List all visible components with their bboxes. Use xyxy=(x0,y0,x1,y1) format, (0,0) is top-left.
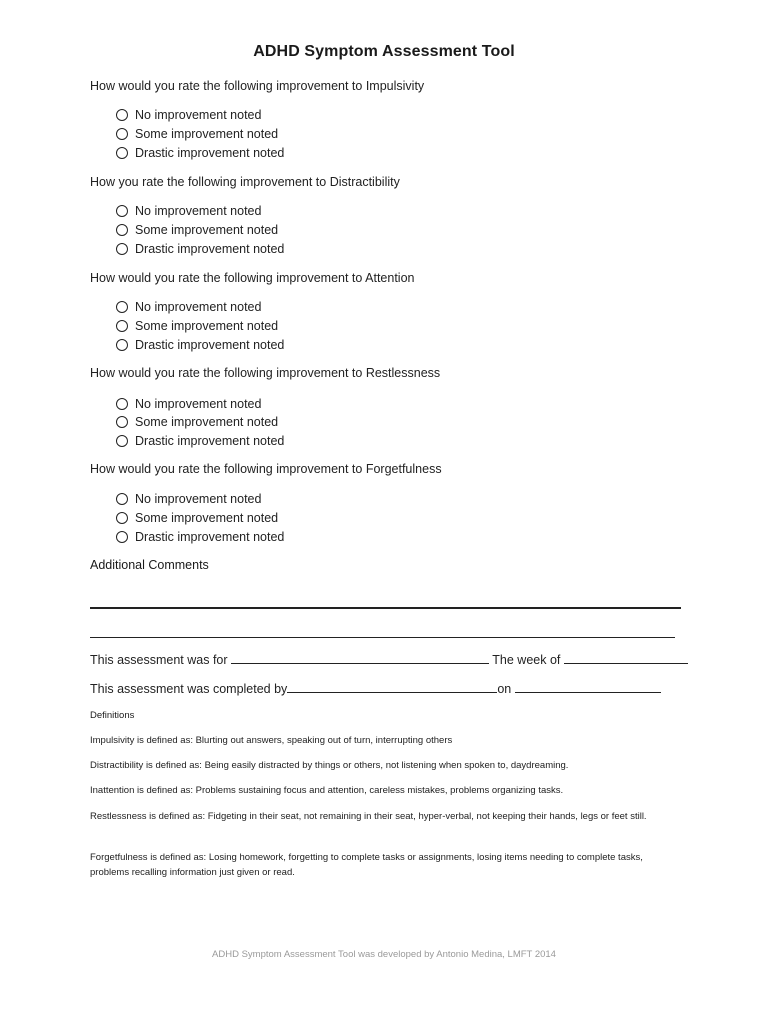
definition-impulsivity: Impulsivity is defined as: Blurting out answers, speaking out of turn, interrupting others xyxy=(90,735,453,746)
completed-by-field[interactable] xyxy=(287,680,497,693)
option-label: Drastic improvement noted xyxy=(135,242,285,256)
option-restlessness-drastic[interactable] xyxy=(116,433,284,449)
radio-button-icon[interactable] xyxy=(116,205,128,217)
radio-button-icon[interactable] xyxy=(116,398,128,410)
radio-button-icon[interactable] xyxy=(116,339,128,351)
on-label: on xyxy=(497,682,512,696)
question-forgetfulness: How would you rate the following improvement to Forgetfulness xyxy=(90,462,442,476)
option-label: Drastic improvement noted xyxy=(135,434,285,448)
radio-button-icon[interactable] xyxy=(116,320,128,332)
radio-button-icon[interactable] xyxy=(116,416,128,428)
radio-button-icon[interactable] xyxy=(116,128,128,140)
completed-on-field[interactable] xyxy=(515,680,661,693)
definition-inattention: Inattention is defined as: Problems sustaining focus and attention, careless mistakes, problems organizing tasks. xyxy=(90,785,564,796)
option-forgetfulness-none[interactable] xyxy=(116,491,261,507)
option-restlessness-none[interactable] xyxy=(116,396,261,412)
option-distractibility-none[interactable] xyxy=(116,203,261,219)
assessment-for-label: This assessment was for xyxy=(90,653,228,667)
question-distractibility: How you rate the following improvement to Distractibility xyxy=(90,175,400,189)
option-label: Drastic improvement noted xyxy=(135,530,285,544)
week-of-label: The week of xyxy=(492,653,561,667)
definitions-title: Definitions xyxy=(90,710,135,721)
radio-button-icon[interactable] xyxy=(116,531,128,543)
radio-button-icon[interactable] xyxy=(116,512,128,524)
radio-button-icon[interactable] xyxy=(116,435,128,447)
assessment-for-field[interactable] xyxy=(231,651,489,664)
option-distractibility-some[interactable] xyxy=(116,222,278,238)
definition-forgetfulness: Forgetfulness is defined as: Losing homework, forgetting to complete tasks or assignments, losing items needing to complete tasks, problems recalling information just given or read. xyxy=(90,852,643,878)
option-impulsivity-drastic[interactable] xyxy=(116,145,284,161)
option-label: Some improvement noted xyxy=(135,415,279,429)
assessment-for-row xyxy=(90,651,688,667)
option-label: Some improvement noted xyxy=(135,319,279,333)
option-label: Some improvement noted xyxy=(135,127,279,141)
option-label: Some improvement noted xyxy=(135,511,279,525)
completed-by-row xyxy=(90,680,661,696)
option-restlessness-some[interactable] xyxy=(116,414,278,430)
option-distractibility-drastic[interactable] xyxy=(116,241,284,257)
radio-button-icon[interactable] xyxy=(116,109,128,121)
option-forgetfulness-drastic[interactable] xyxy=(116,529,284,545)
option-label: Drastic improvement noted xyxy=(135,338,285,352)
definition-restlessness: Restlessness is defined as: Fidgeting in their seat, not remaining in their seat, hyper-verbal, not keeping their hands, legs or feet still. xyxy=(90,811,647,822)
option-forgetfulness-some[interactable] xyxy=(116,510,278,526)
definition-distractibility: Distractibility is defined as: Being easily distracted by things or others, not listening when spoken to, daydreaming. xyxy=(90,760,569,771)
completed-by-label: This assessment was completed by xyxy=(90,682,288,696)
comments-line-2[interactable] xyxy=(90,637,675,638)
option-label: Some improvement noted xyxy=(135,223,279,237)
option-attention-drastic[interactable] xyxy=(116,337,284,353)
radio-button-icon[interactable] xyxy=(116,301,128,313)
page-title: ADHD Symptom Assessment Tool xyxy=(253,43,515,60)
option-label: No improvement noted xyxy=(135,108,262,122)
option-impulsivity-some[interactable] xyxy=(116,126,278,142)
option-label: Drastic improvement noted xyxy=(135,146,285,160)
radio-button-icon[interactable] xyxy=(116,224,128,236)
footer-credit: ADHD Symptom Assessment Tool was developed by Antonio Medina, LMFT 2014 xyxy=(212,949,556,960)
option-impulsivity-none[interactable] xyxy=(116,107,261,123)
option-attention-none[interactable] xyxy=(116,299,261,315)
radio-button-icon[interactable] xyxy=(116,147,128,159)
option-label: No improvement noted xyxy=(135,300,262,314)
radio-button-icon[interactable] xyxy=(116,243,128,255)
comments-line-1[interactable] xyxy=(90,607,681,609)
option-attention-some[interactable] xyxy=(116,318,278,334)
week-of-field[interactable] xyxy=(564,651,688,664)
question-attention: How would you rate the following improvement to Attention xyxy=(90,271,415,285)
option-label: No improvement noted xyxy=(135,492,262,506)
option-label: No improvement noted xyxy=(135,397,262,411)
comments-label: Additional Comments xyxy=(90,558,209,572)
option-label: No improvement noted xyxy=(135,204,262,218)
question-impulsivity: How would you rate the following improvement to Impulsivity xyxy=(90,79,425,93)
radio-button-icon[interactable] xyxy=(116,493,128,505)
question-restlessness: How would you rate the following improvement to Restlessness xyxy=(90,366,441,380)
